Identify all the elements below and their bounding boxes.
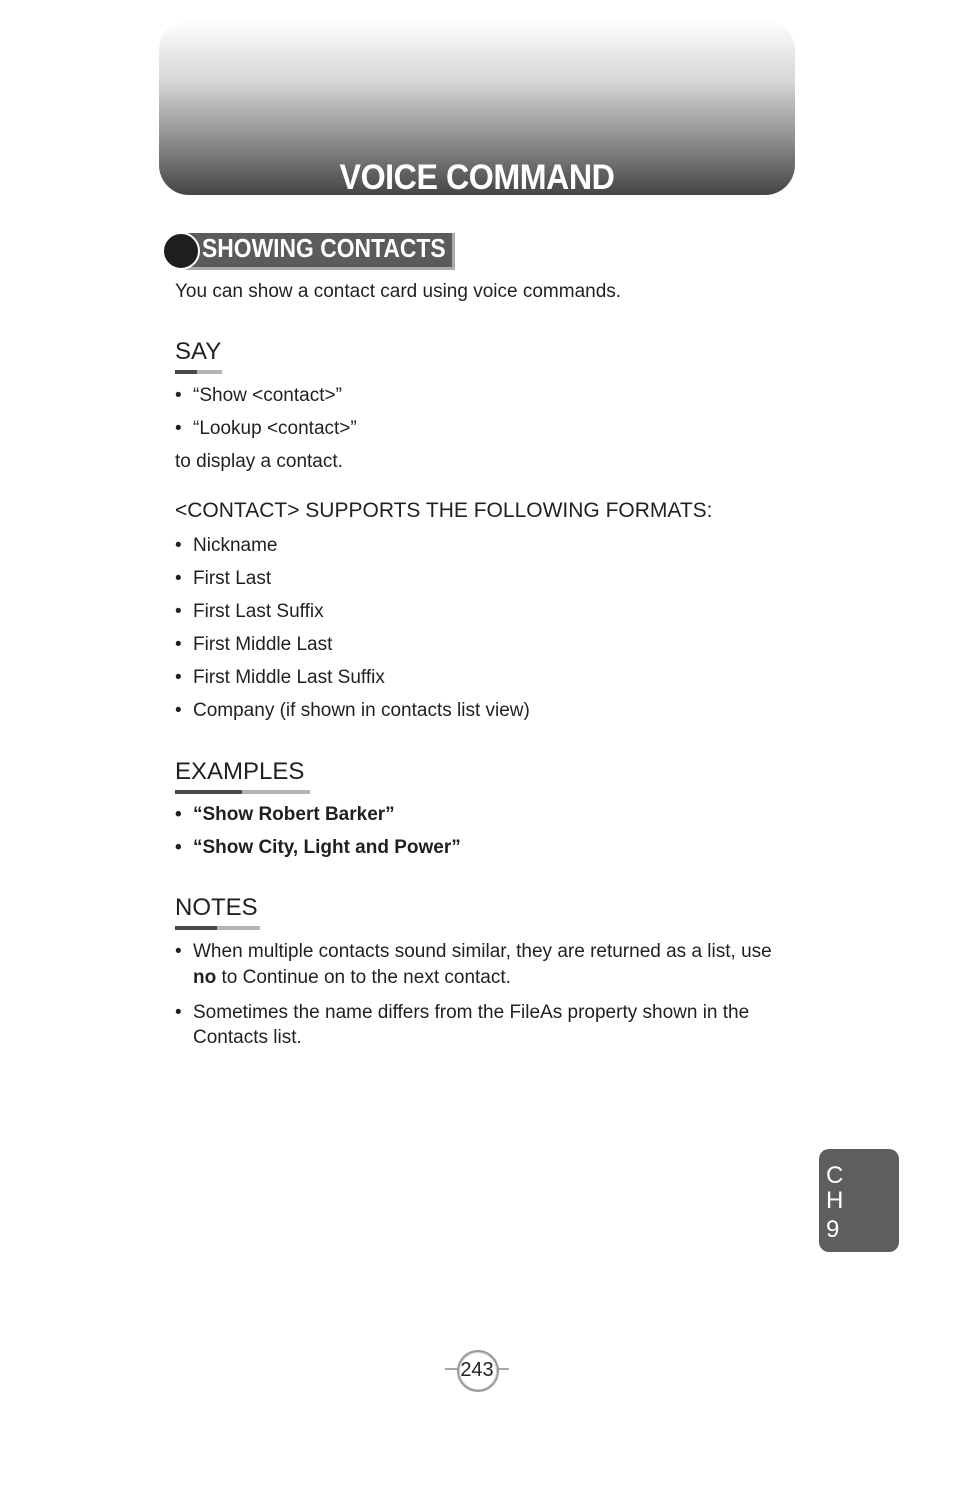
chapter-tab bbox=[819, 1149, 899, 1252]
intro-text: You can show a contact card using voice commands. bbox=[175, 281, 622, 302]
examples-heading: EXAMPLES bbox=[175, 758, 305, 785]
say-item: • “Lookup <contact>” bbox=[175, 417, 357, 441]
chapter-header bbox=[159, 20, 795, 195]
examples-list bbox=[175, 803, 461, 860]
note-item: • Sometimes the name differs from the FileAs property shown in the Contacts list. bbox=[175, 1000, 800, 1050]
page-number-badge bbox=[445, 1350, 509, 1392]
formats-list bbox=[175, 534, 530, 723]
say-item: • “Show <contact>” bbox=[175, 384, 357, 408]
format-item: • First Last Suffix bbox=[175, 600, 530, 624]
say-after-text: to display a contact. bbox=[175, 451, 343, 472]
format-item: • Company (if shown in contacts list view) bbox=[175, 699, 530, 723]
format-item: • First Middle Last Suffix bbox=[175, 666, 530, 690]
example-item: • “Show Robert Barker” bbox=[175, 803, 461, 827]
say-heading-underline bbox=[175, 370, 222, 374]
format-item: • First Middle Last bbox=[175, 633, 530, 657]
say-heading: SAY bbox=[175, 338, 222, 365]
notes-heading-underline bbox=[175, 926, 260, 930]
chapter-title: VOICE COMMAND bbox=[339, 158, 615, 197]
chapter-tab-number: 9 bbox=[826, 1216, 840, 1243]
chapter-tab-letter: C bbox=[826, 1162, 844, 1189]
notes-heading: NOTES bbox=[175, 894, 258, 921]
note-item bbox=[175, 939, 800, 991]
section-title: SHOWING CONTACTS bbox=[202, 233, 446, 263]
note-text: When multiple contacts sound similar, they are returned as a list, use bbox=[193, 941, 772, 962]
examples-heading-underline bbox=[175, 790, 310, 794]
note-text: to Continue on to the next contact. bbox=[216, 967, 511, 988]
format-item: • First Last bbox=[175, 567, 530, 591]
notes-list bbox=[175, 939, 800, 1050]
page-number: 243 bbox=[460, 1359, 494, 1381]
say-list bbox=[175, 384, 357, 441]
section-bullet-dot bbox=[162, 232, 200, 270]
example-item: • “Show City, Light and Power” bbox=[175, 836, 461, 860]
format-item: • Nickname bbox=[175, 534, 530, 558]
formats-heading: <CONTACT> SUPPORTS THE FOLLOWING FORMATS: bbox=[175, 499, 713, 522]
note-bold-word: no bbox=[193, 967, 217, 988]
chapter-tab-letter: H bbox=[826, 1187, 844, 1214]
